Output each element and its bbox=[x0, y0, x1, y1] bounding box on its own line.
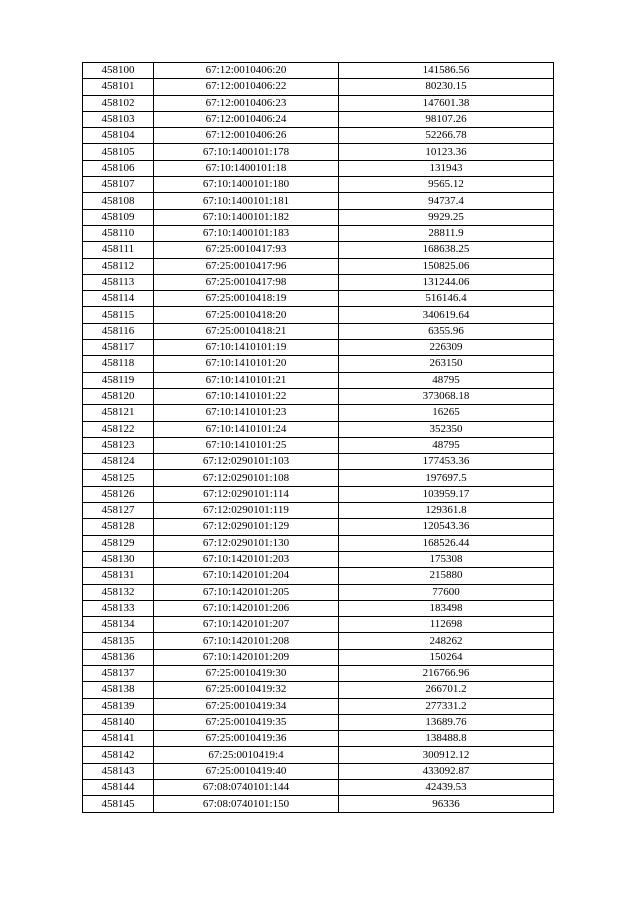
table-body bbox=[83, 63, 554, 813]
table-row bbox=[83, 633, 554, 649]
row-number-cell: 458104 bbox=[83, 128, 154, 144]
cadastral-number-cell: 67:25:0010419:32 bbox=[154, 682, 339, 698]
cadastral-number-cell: 67:25:0010417:96 bbox=[154, 258, 339, 274]
cadastral-number-cell: 67:10:1420101:208 bbox=[154, 633, 339, 649]
cadastral-number-cell: 67:08:0740101:150 bbox=[154, 796, 339, 812]
row-number-cell: 458117 bbox=[83, 340, 154, 356]
cadastral-number-cell: 67:25:0010419:35 bbox=[154, 714, 339, 730]
row-number-cell: 458136 bbox=[83, 649, 154, 665]
cadastral-number-cell: 67:25:0010419:36 bbox=[154, 731, 339, 747]
cadastral-number-cell: 67:12:0290101:119 bbox=[154, 503, 339, 519]
row-number-cell: 458113 bbox=[83, 274, 154, 290]
value-cell: 150825.06 bbox=[339, 258, 554, 274]
value-cell: 138488.8 bbox=[339, 731, 554, 747]
table-row bbox=[83, 470, 554, 486]
table-row bbox=[83, 274, 554, 290]
table-row bbox=[83, 519, 554, 535]
value-cell: 98107.26 bbox=[339, 111, 554, 127]
cadastral-number-cell: 67:10:1400101:181 bbox=[154, 193, 339, 209]
cadastral-number-cell: 67:12:0010406:26 bbox=[154, 128, 339, 144]
row-number-cell: 458143 bbox=[83, 763, 154, 779]
table-row bbox=[83, 193, 554, 209]
table-row bbox=[83, 323, 554, 339]
table-row bbox=[83, 421, 554, 437]
table-row bbox=[83, 649, 554, 665]
row-number-cell: 458110 bbox=[83, 225, 154, 241]
value-cell: 226309 bbox=[339, 340, 554, 356]
row-number-cell: 458112 bbox=[83, 258, 154, 274]
value-cell: 131943 bbox=[339, 160, 554, 176]
table-row bbox=[83, 356, 554, 372]
value-cell: 373068.18 bbox=[339, 388, 554, 404]
value-cell: 183498 bbox=[339, 600, 554, 616]
cadastral-number-cell: 67:25:0010418:20 bbox=[154, 307, 339, 323]
value-cell: 168638.25 bbox=[339, 242, 554, 258]
table-row bbox=[83, 600, 554, 616]
value-cell: 516146.4 bbox=[339, 291, 554, 307]
row-number-cell: 458126 bbox=[83, 486, 154, 502]
value-cell: 216766.96 bbox=[339, 665, 554, 681]
row-number-cell: 458134 bbox=[83, 617, 154, 633]
cadastral-number-cell: 67:25:0010419:30 bbox=[154, 665, 339, 681]
table-row bbox=[83, 340, 554, 356]
cadastral-number-cell: 67:25:0010419:34 bbox=[154, 698, 339, 714]
table-row bbox=[83, 160, 554, 176]
table-row bbox=[83, 731, 554, 747]
table-row bbox=[83, 128, 554, 144]
value-cell: 48795 bbox=[339, 437, 554, 453]
row-number-cell: 458114 bbox=[83, 291, 154, 307]
value-cell: 9929.25 bbox=[339, 209, 554, 225]
value-cell: 433092.87 bbox=[339, 763, 554, 779]
value-cell: 120543.36 bbox=[339, 519, 554, 535]
table-row bbox=[83, 372, 554, 388]
cadastral-number-cell: 67:08:0740101:144 bbox=[154, 780, 339, 796]
cadastral-number-cell: 67:10:1420101:207 bbox=[154, 617, 339, 633]
cadastral-number-cell: 67:10:1400101:182 bbox=[154, 209, 339, 225]
cadastral-number-cell: 67:10:1410101:24 bbox=[154, 421, 339, 437]
row-number-cell: 458139 bbox=[83, 698, 154, 714]
cadastral-number-cell: 67:10:1410101:19 bbox=[154, 340, 339, 356]
row-number-cell: 458138 bbox=[83, 682, 154, 698]
value-cell: 131244.06 bbox=[339, 274, 554, 290]
cadastral-number-cell: 67:12:0010406:24 bbox=[154, 111, 339, 127]
row-number-cell: 458108 bbox=[83, 193, 154, 209]
value-cell: 96336 bbox=[339, 796, 554, 812]
cadastral-number-cell: 67:10:1420101:209 bbox=[154, 649, 339, 665]
table-row bbox=[83, 796, 554, 812]
cadastral-number-cell: 67:12:0010406:23 bbox=[154, 95, 339, 111]
cadastral-number-cell: 67:10:1420101:205 bbox=[154, 584, 339, 600]
value-cell: 248262 bbox=[339, 633, 554, 649]
cadastral-number-cell: 67:25:0010419:40 bbox=[154, 763, 339, 779]
table-row bbox=[83, 79, 554, 95]
value-cell: 94737.4 bbox=[339, 193, 554, 209]
row-number-cell: 458115 bbox=[83, 307, 154, 323]
row-number-cell: 458105 bbox=[83, 144, 154, 160]
value-cell: 168526.44 bbox=[339, 535, 554, 551]
cadastral-number-cell: 67:10:1410101:25 bbox=[154, 437, 339, 453]
value-cell: 266701.2 bbox=[339, 682, 554, 698]
value-cell: 42439.53 bbox=[339, 780, 554, 796]
table-row bbox=[83, 258, 554, 274]
row-number-cell: 458106 bbox=[83, 160, 154, 176]
row-number-cell: 458145 bbox=[83, 796, 154, 812]
value-cell: 197697.5 bbox=[339, 470, 554, 486]
value-cell: 141586.56 bbox=[339, 63, 554, 79]
row-number-cell: 458125 bbox=[83, 470, 154, 486]
cadastral-number-cell: 67:10:1410101:20 bbox=[154, 356, 339, 372]
table-row bbox=[83, 291, 554, 307]
value-cell: 150264 bbox=[339, 649, 554, 665]
table-row bbox=[83, 747, 554, 763]
row-number-cell: 458144 bbox=[83, 780, 154, 796]
row-number-cell: 458116 bbox=[83, 323, 154, 339]
value-cell: 263150 bbox=[339, 356, 554, 372]
table-row bbox=[83, 535, 554, 551]
row-number-cell: 458127 bbox=[83, 503, 154, 519]
row-number-cell: 458140 bbox=[83, 714, 154, 730]
value-cell: 9565.12 bbox=[339, 177, 554, 193]
cadastral-number-cell: 67:25:0010419:4 bbox=[154, 747, 339, 763]
value-cell: 48795 bbox=[339, 372, 554, 388]
value-cell: 340619.64 bbox=[339, 307, 554, 323]
value-cell: 277331.2 bbox=[339, 698, 554, 714]
row-number-cell: 458107 bbox=[83, 177, 154, 193]
row-number-cell: 458129 bbox=[83, 535, 154, 551]
cadastral-number-cell: 67:10:1400101:18 bbox=[154, 160, 339, 176]
row-number-cell: 458135 bbox=[83, 633, 154, 649]
table-row bbox=[83, 763, 554, 779]
cadastral-number-cell: 67:25:0010418:19 bbox=[154, 291, 339, 307]
row-number-cell: 458133 bbox=[83, 600, 154, 616]
table-row bbox=[83, 225, 554, 241]
value-cell: 215880 bbox=[339, 568, 554, 584]
cadastral-number-cell: 67:10:1410101:23 bbox=[154, 405, 339, 421]
row-number-cell: 458118 bbox=[83, 356, 154, 372]
value-cell: 112698 bbox=[339, 617, 554, 633]
table-row bbox=[83, 698, 554, 714]
row-number-cell: 458111 bbox=[83, 242, 154, 258]
row-number-cell: 458119 bbox=[83, 372, 154, 388]
table-row bbox=[83, 144, 554, 160]
table-row bbox=[83, 665, 554, 681]
cadastral-number-cell: 67:10:1400101:183 bbox=[154, 225, 339, 241]
table-row bbox=[83, 95, 554, 111]
value-cell: 6355.96 bbox=[339, 323, 554, 339]
row-number-cell: 458132 bbox=[83, 584, 154, 600]
table-row bbox=[83, 454, 554, 470]
value-cell: 300912.12 bbox=[339, 747, 554, 763]
cadastral-number-cell: 67:12:0290101:129 bbox=[154, 519, 339, 535]
cadastral-number-cell: 67:12:0290101:130 bbox=[154, 535, 339, 551]
cadastral-number-cell: 67:12:0290101:103 bbox=[154, 454, 339, 470]
cadastral-number-cell: 67:12:0010406:22 bbox=[154, 79, 339, 95]
cadastral-number-cell: 67:25:0010418:21 bbox=[154, 323, 339, 339]
table-row bbox=[83, 177, 554, 193]
table-row bbox=[83, 617, 554, 633]
row-number-cell: 458101 bbox=[83, 79, 154, 95]
table-row bbox=[83, 437, 554, 453]
value-cell: 177453.36 bbox=[339, 454, 554, 470]
row-number-cell: 458102 bbox=[83, 95, 154, 111]
row-number-cell: 458142 bbox=[83, 747, 154, 763]
row-number-cell: 458131 bbox=[83, 568, 154, 584]
row-number-cell: 458123 bbox=[83, 437, 154, 453]
cadastral-number-cell: 67:12:0010406:20 bbox=[154, 63, 339, 79]
table-row bbox=[83, 486, 554, 502]
cadastral-number-cell: 67:12:0290101:108 bbox=[154, 470, 339, 486]
row-number-cell: 458124 bbox=[83, 454, 154, 470]
table-row bbox=[83, 551, 554, 567]
value-cell: 80230.15 bbox=[339, 79, 554, 95]
value-cell: 175308 bbox=[339, 551, 554, 567]
value-cell: 28811.9 bbox=[339, 225, 554, 241]
table-row bbox=[83, 780, 554, 796]
value-cell: 16265 bbox=[339, 405, 554, 421]
table-row bbox=[83, 503, 554, 519]
table-row bbox=[83, 584, 554, 600]
cadastral-number-cell: 67:25:0010417:93 bbox=[154, 242, 339, 258]
value-cell: 77600 bbox=[339, 584, 554, 600]
row-number-cell: 458100 bbox=[83, 63, 154, 79]
cadastral-number-cell: 67:10:1400101:178 bbox=[154, 144, 339, 160]
table-row bbox=[83, 682, 554, 698]
table-row bbox=[83, 405, 554, 421]
row-number-cell: 458141 bbox=[83, 731, 154, 747]
table-row bbox=[83, 63, 554, 79]
cadastral-number-cell: 67:10:1410101:22 bbox=[154, 388, 339, 404]
table-row bbox=[83, 568, 554, 584]
row-number-cell: 458130 bbox=[83, 551, 154, 567]
row-number-cell: 458109 bbox=[83, 209, 154, 225]
row-number-cell: 458103 bbox=[83, 111, 154, 127]
cadastral-number-cell: 67:10:1420101:204 bbox=[154, 568, 339, 584]
cadastral-number-cell: 67:10:1420101:203 bbox=[154, 551, 339, 567]
row-number-cell: 458122 bbox=[83, 421, 154, 437]
row-number-cell: 458128 bbox=[83, 519, 154, 535]
value-cell: 52266.78 bbox=[339, 128, 554, 144]
table-row bbox=[83, 307, 554, 323]
value-cell: 147601.38 bbox=[339, 95, 554, 111]
cadastral-number-cell: 67:25:0010417:98 bbox=[154, 274, 339, 290]
cadastral-number-cell: 67:10:1410101:21 bbox=[154, 372, 339, 388]
table-row bbox=[83, 209, 554, 225]
cadastral-number-cell: 67:12:0290101:114 bbox=[154, 486, 339, 502]
value-cell: 129361.8 bbox=[339, 503, 554, 519]
data-table bbox=[82, 62, 554, 813]
value-cell: 352350 bbox=[339, 421, 554, 437]
cadastral-number-cell: 67:10:1420101:206 bbox=[154, 600, 339, 616]
value-cell: 13689.76 bbox=[339, 714, 554, 730]
cadastral-number-cell: 67:10:1400101:180 bbox=[154, 177, 339, 193]
table-row bbox=[83, 714, 554, 730]
table-row bbox=[83, 242, 554, 258]
row-number-cell: 458120 bbox=[83, 388, 154, 404]
value-cell: 103959.17 bbox=[339, 486, 554, 502]
row-number-cell: 458121 bbox=[83, 405, 154, 421]
value-cell: 10123.36 bbox=[339, 144, 554, 160]
row-number-cell: 458137 bbox=[83, 665, 154, 681]
table-row bbox=[83, 388, 554, 404]
table-row bbox=[83, 111, 554, 127]
